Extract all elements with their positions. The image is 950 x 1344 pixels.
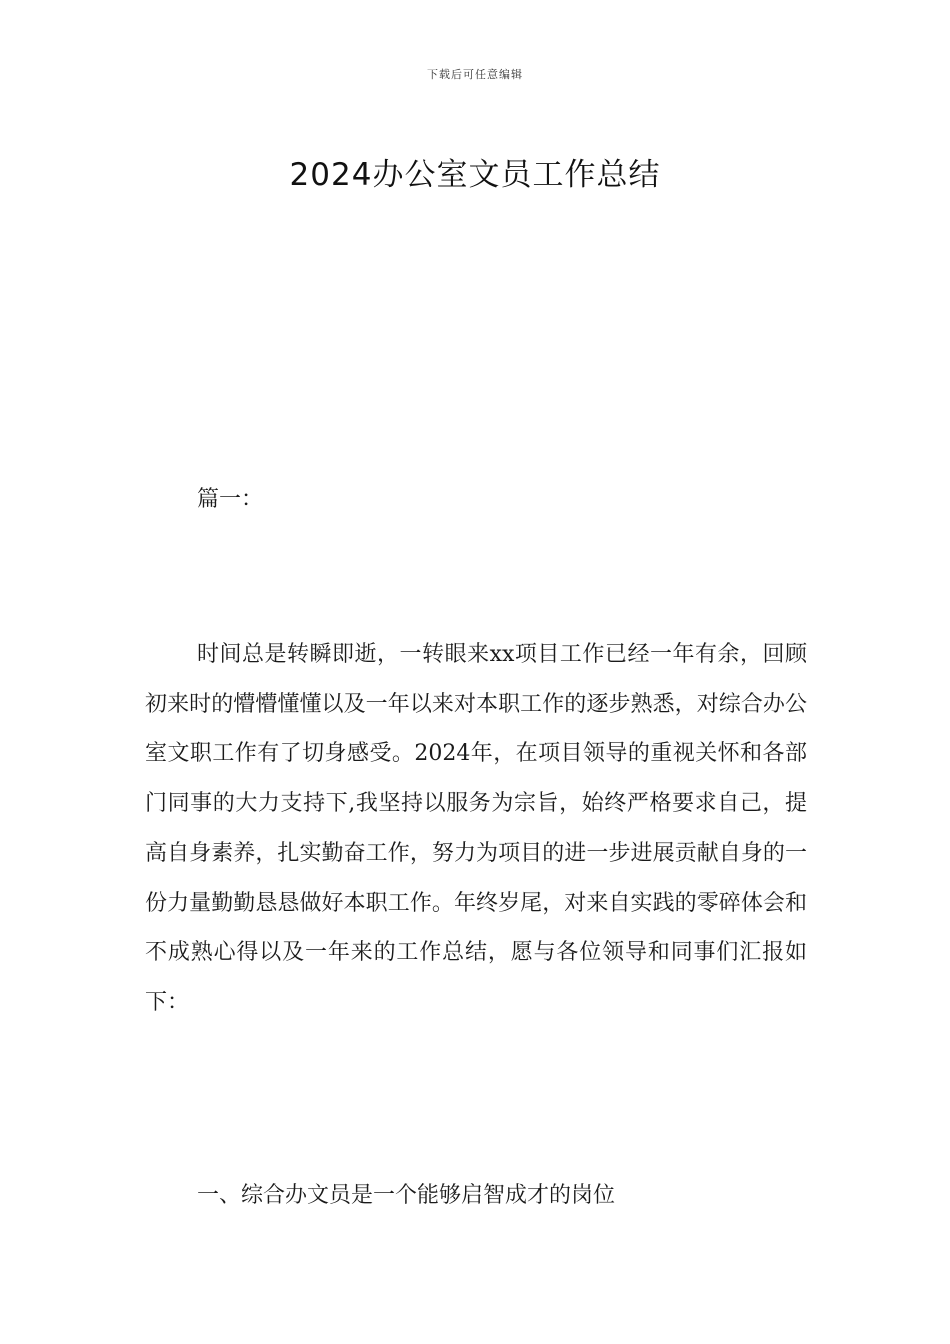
first-heading: 一、综合办文员是一个能够启智成才的岗位 xyxy=(197,1183,616,1208)
section-label: 篇一： xyxy=(197,487,264,512)
intro-paragraph: 时间总是转瞬即逝，一转眼来xx项目工作已经一年有余，回顾初来时的懵懵懂懂以及一年以来对本职工作的逐步熟悉，对综合办公室文职工作有了切身感受。2024年，在项目领导的重视关怀和各部门同事的大力支持下,我坚持以服务为宗旨，始终严格要求自己，提高自身素养，扎实勤奋工作，努力为项目的进一步进展贡献自身的一份力量勤勤恳恳做好本职工作。年终岁尾，对来自实践的零碎体会和不成熟心得以及一年来的工作总结，愿与各位领导和同事们汇报如下： xyxy=(145,642,807,1015)
document-title: 2024办公室文员工作总结 xyxy=(289,156,661,193)
header-note: 下载后可任意编辑 xyxy=(427,68,523,81)
